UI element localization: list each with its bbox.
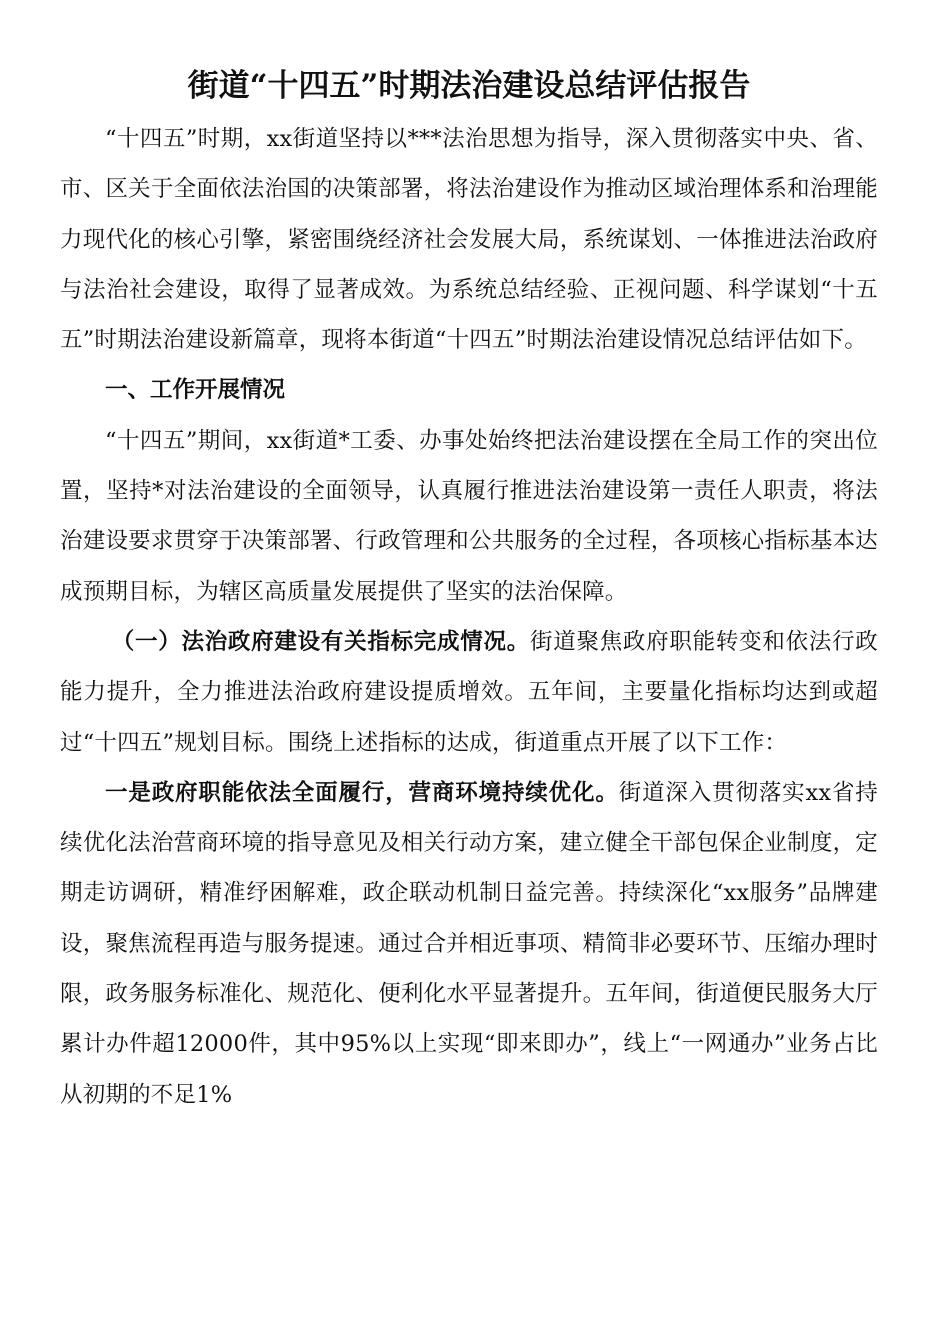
subsection-paragraph-rule-of-law-government [60, 617, 878, 768]
point-lead-heading: 一是政府职能依法全面履行，营商环境持续优化。 [105, 779, 619, 806]
point-body-text: 街道深入贯彻落实xx省持续优化法治营商环境的指导意见及相关行动方案，建立健全干部包保企业制度，定期走访调研，精准纾困解难，政企联动机制日益完善。持续深化“xx服务”品牌建设，聚焦流程再造与服务提速。通过合并相近事项、精简非必要环节、压缩办理时限，政务服务标准化、规范化、便利化水平显著提升。五年间，街道便民服务大厅累计办件超12000件，其中95%以上实现“即来即办”，线上“一网通办”业务占比从初期的不足1% [60, 779, 879, 1108]
subsection-body-text: 街道聚焦政府职能转变和依法行政能力提升，全力推进法治政府建设提质增效。五年间，主要量化指标均达到或超过“十四五”规划目标。围绕上述指标的达成，街道重点开展了以下工作： [60, 628, 878, 756]
subsection-lead-heading: （一）法治政府建设有关指标完成情况。 [111, 628, 530, 655]
section-heading-work-progress: 一、工作开展情况 [105, 377, 286, 404]
document-title: 街道“十四五”时期法治建设总结评估报告 [187, 68, 751, 104]
section-body-paragraph: “十四五”期间，xx街道*工委、办事处始终把法治建设摆在全局工作的突出位置，坚持*对法治建设的全面领导，认真履行推进法治建设第一责任人职责，将法治建设要求贯穿于决策部署、行政管理和公共服务的全过程，各项核心指标基本达成预期目标，为辖区高质量发展提供了坚实的法治保障。 [60, 427, 878, 605]
point-paragraph-government-functions [60, 768, 878, 1120]
intro-paragraph: “十四五”时期，xx街道坚持以***法治思想为指导，深入贯彻落实中央、省、市、区关于全面依法治国的决策部署，将法治建设作为推动区域治理体系和治理能力现代化的核心引擎，紧密围绕经济社会发展大局，系统谋划、一体推进法治政府与法治社会建设，取得了显著成效。为系统总结经验、正视问题、科学谋划“十五五”时期法治建设新篇章，现将本街道“十四五”时期法治建设情况总结评估如下。 [60, 126, 878, 354]
